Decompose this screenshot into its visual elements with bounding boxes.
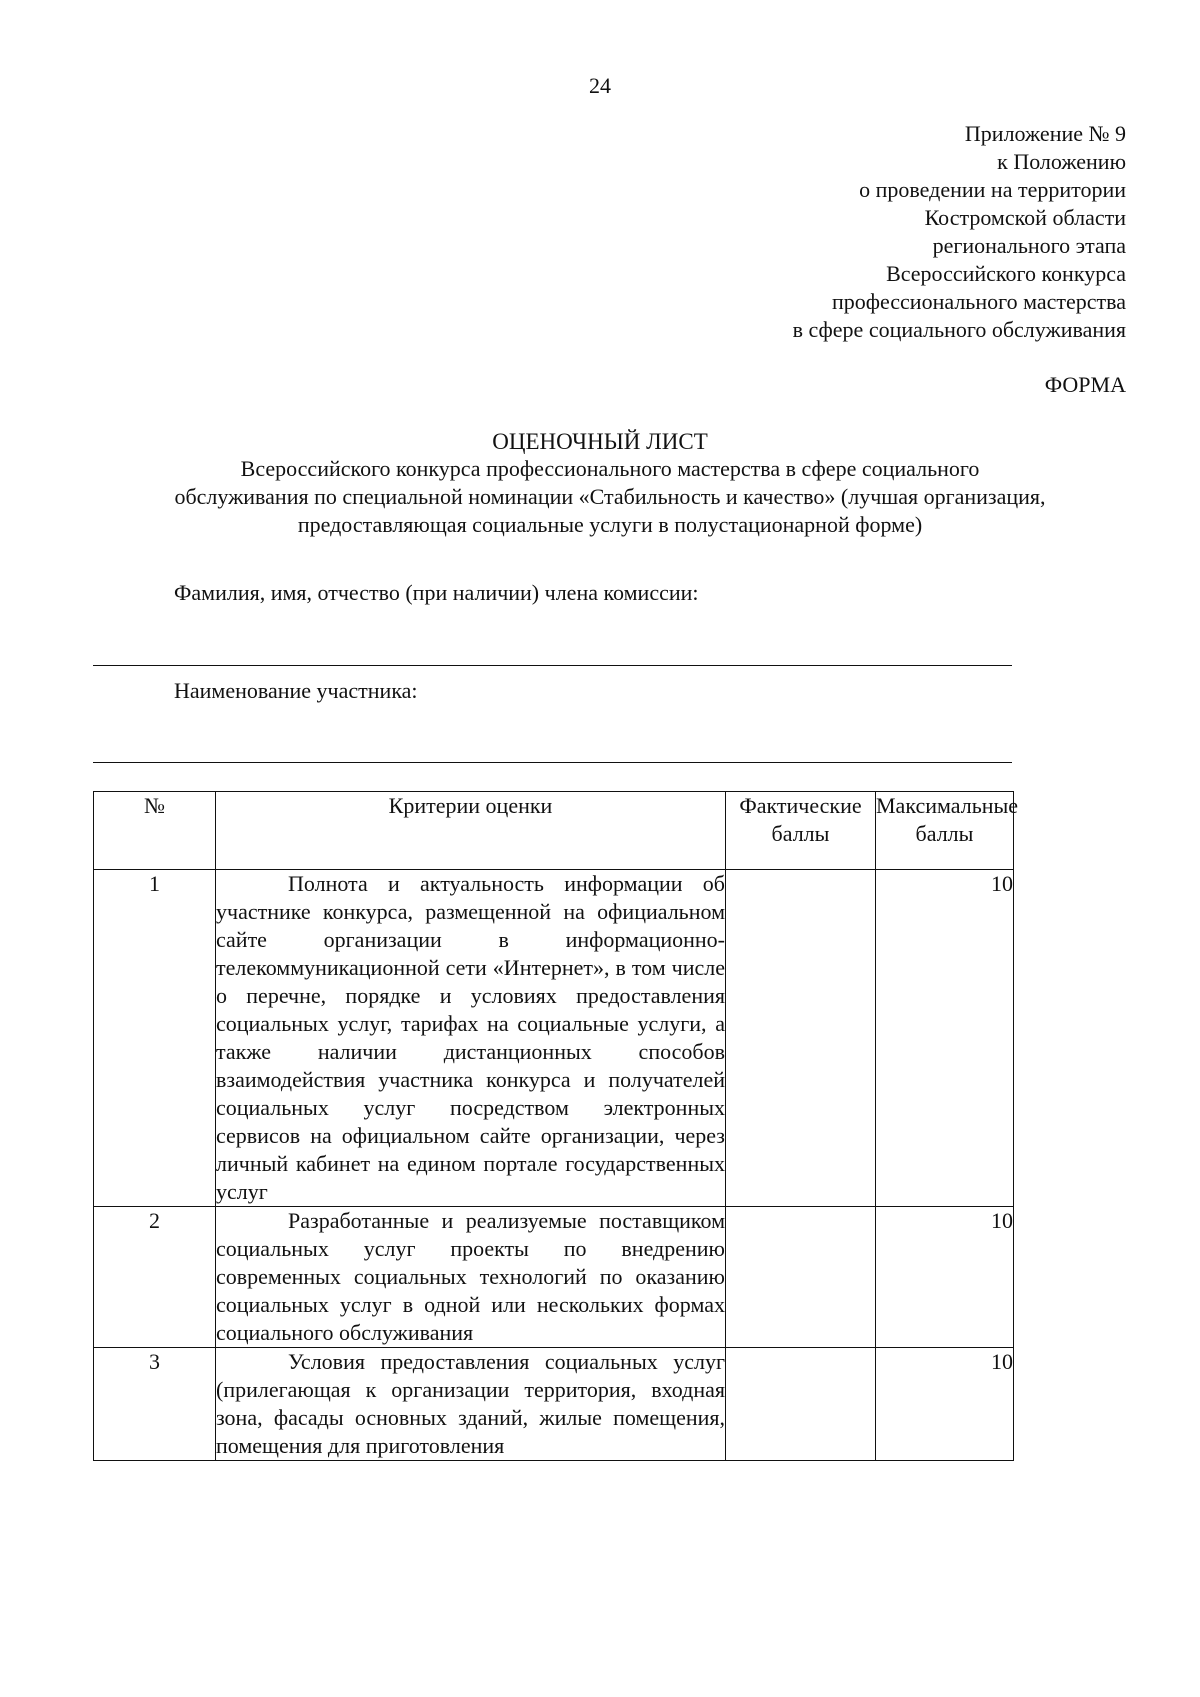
row-criteria — [216, 1207, 726, 1348]
row-criteria — [216, 870, 726, 1207]
row-actual-points[interactable] — [726, 1348, 876, 1461]
row-criteria — [216, 1348, 726, 1461]
form-label: ФОРМА — [1044, 372, 1126, 397]
subtitle-line: предоставляющая социальные услуги в полустационарной форме) — [297, 512, 923, 537]
table-header-row — [94, 792, 1014, 870]
appendix-block — [606, 120, 1126, 344]
header-criteria: Критерии оценки — [216, 792, 726, 870]
row-actual-points[interactable] — [726, 1207, 876, 1348]
participant-label: Наименование участника: — [174, 678, 418, 703]
appendix-line: профессионального мастерства — [831, 289, 1126, 314]
row-actual-points[interactable] — [726, 870, 876, 1207]
row-number: 1 — [94, 870, 216, 1207]
appendix-line: в сфере социального обслуживания — [792, 317, 1126, 342]
appendix-line: регионального этапа — [932, 233, 1126, 258]
header-actual-points: Фактические баллы — [726, 792, 876, 870]
row-number: 2 — [94, 1207, 216, 1348]
appendix-line: Костромской области — [924, 205, 1126, 230]
appendix-line: Всероссийского конкурса — [886, 261, 1126, 286]
table-row — [94, 870, 1014, 1207]
appendix-line: о проведении на территории — [859, 177, 1126, 202]
row-max-points: 10 — [876, 1348, 1014, 1461]
document-subtitle — [120, 455, 1100, 539]
table-row — [94, 1348, 1014, 1461]
criteria-table — [93, 791, 1019, 1461]
criteria-text: Условия предоставления социальных услуг (прилегающая к организации территория, входная зона, фасады основных зданий, жилые помещения, помещения для приготовления — [216, 1349, 725, 1458]
commission-member-label: Фамилия, имя, отчество (при наличии) члена комиссии: — [174, 580, 699, 605]
page-number: 24 — [589, 73, 611, 98]
row-max-points: 10 — [876, 870, 1014, 1207]
criteria-text: Полнота и актуальность информации об участнике конкурса, размещенной на официальном сайте организации в информационно-телекоммуникационной сети «Интернет», в том числе о перечне, порядке и условиях предоставления социальных услуг, тарифах на социальные услуги, а также наличии дистанционных способов взаимодействия участника конкурса и получателей социальных услуг посредством электронных сервисов на официальном сайте организации, через личный кабинет на едином портале государственных услуг — [216, 871, 725, 1204]
criteria-text: Разработанные и реализуемые поставщиком социальных услуг проекты по внедрению современных социальных технологий по оказанию социальных услуг в одной или нескольких формах социального обслуживания — [216, 1208, 725, 1345]
table-row — [94, 1207, 1014, 1348]
document-title: ОЦЕНОЧНЫЙ ЛИСТ — [492, 429, 708, 454]
appendix-line: к Положению — [997, 149, 1126, 174]
row-max-points: 10 — [876, 1207, 1014, 1348]
participant-line[interactable] — [93, 762, 1012, 763]
header-num: № — [94, 792, 216, 870]
commission-member-line[interactable] — [93, 665, 1012, 666]
row-number: 3 — [94, 1348, 216, 1461]
header-max-points: Максимальные баллы — [876, 792, 1014, 870]
subtitle-line: Всероссийского конкурса профессионального мастерства в сфере социального — [240, 456, 980, 481]
subtitle-line: обслуживания по специальной номинации «Стабильность и качество» (лучшая организация, — [174, 484, 1046, 509]
appendix-line: Приложение № 9 — [964, 121, 1126, 146]
